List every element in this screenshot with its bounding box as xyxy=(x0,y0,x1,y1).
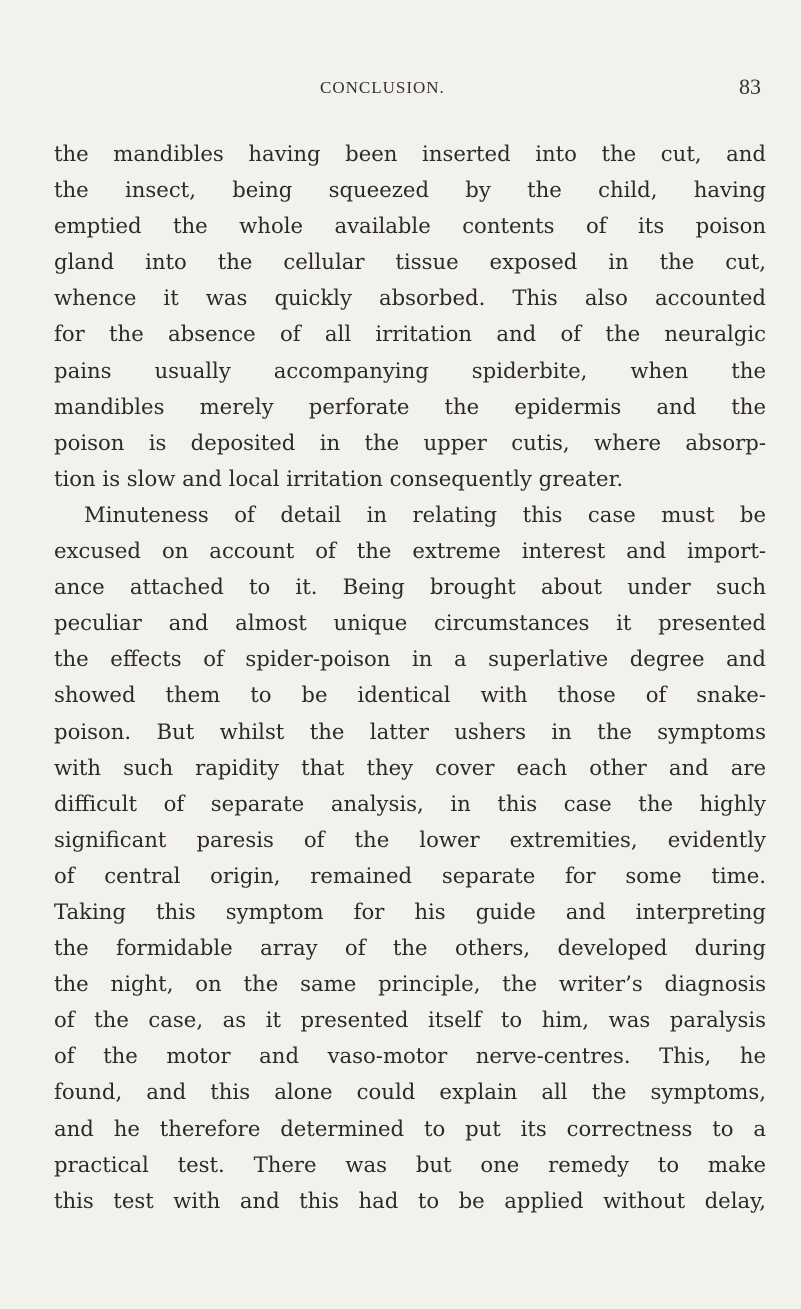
text-line: the insect, being squeezed by the child, having xyxy=(54,177,766,203)
text-line: mandibles merely perforate the epidermis and the xyxy=(54,393,766,419)
text-line: the formidable array of the others, developed during xyxy=(54,935,766,961)
text-line: and he therefore determined to put its correctness to a xyxy=(54,1115,766,1141)
text-line: with such rapidity that they cover each other and are xyxy=(54,754,766,780)
text-line: gland into the cellular tissue exposed in the cut, xyxy=(54,249,766,275)
text-line: pains usually accompanying spiderbite, when the xyxy=(54,357,766,383)
page-number: 83 xyxy=(739,74,761,99)
text-line: tion is slow and local irritation consequently greater. xyxy=(54,465,624,491)
text-line: difficult of separate analysis, in this case the highly xyxy=(54,790,766,816)
text-line: practical test. There was but one remedy to make xyxy=(54,1151,766,1177)
text-line: of central origin, remained separate for some time. xyxy=(54,862,766,888)
text-line: the night, on the same principle, the writer’s diagnosis xyxy=(54,971,766,997)
text-line: significant paresis of the lower extremities, evidently xyxy=(54,826,766,852)
text-line: this test with and this had to be applied without delay, xyxy=(54,1187,766,1213)
text-line: of the case, as it presented itself to him, was paralysis xyxy=(54,1007,766,1033)
text-line: emptied the whole available contents of its poison xyxy=(54,213,766,239)
text-line: excused on account of the extreme interest and import- xyxy=(54,538,766,564)
text-line: ance attached to it. Being brought about under such xyxy=(54,574,766,600)
text-line: poison is deposited in the upper cutis, where absorp- xyxy=(54,429,766,455)
text-line: found, and this alone could explain all the symptoms, xyxy=(54,1079,766,1105)
text-line: the mandibles having been inserted into the cut, and xyxy=(54,141,766,166)
text-line: Taking this symptom for his guide and interpreting xyxy=(54,898,766,924)
running-head: CONCLUSION. xyxy=(320,78,445,97)
body-text xyxy=(54,136,766,1219)
text-line: of the motor and vaso-motor nerve-centres. This, he xyxy=(54,1043,766,1069)
text-line: whence it was quickly absorbed. This also accounted xyxy=(54,285,766,311)
paragraph xyxy=(54,136,766,497)
paragraph xyxy=(54,497,766,1219)
text-line: Minuteness of detail in relating this case must be xyxy=(84,501,766,527)
text-line: poison. But whilst the latter ushers in the symptoms xyxy=(54,718,766,744)
text-line: for the absence of all irritation and of the neuralgic xyxy=(54,321,766,347)
text-line: the effects of spider-poison in a superlative degree and xyxy=(54,646,766,672)
text-line: showed them to be identical with those of snake- xyxy=(54,682,766,708)
text-line: peculiar and almost unique circumstances it presented xyxy=(54,610,766,636)
